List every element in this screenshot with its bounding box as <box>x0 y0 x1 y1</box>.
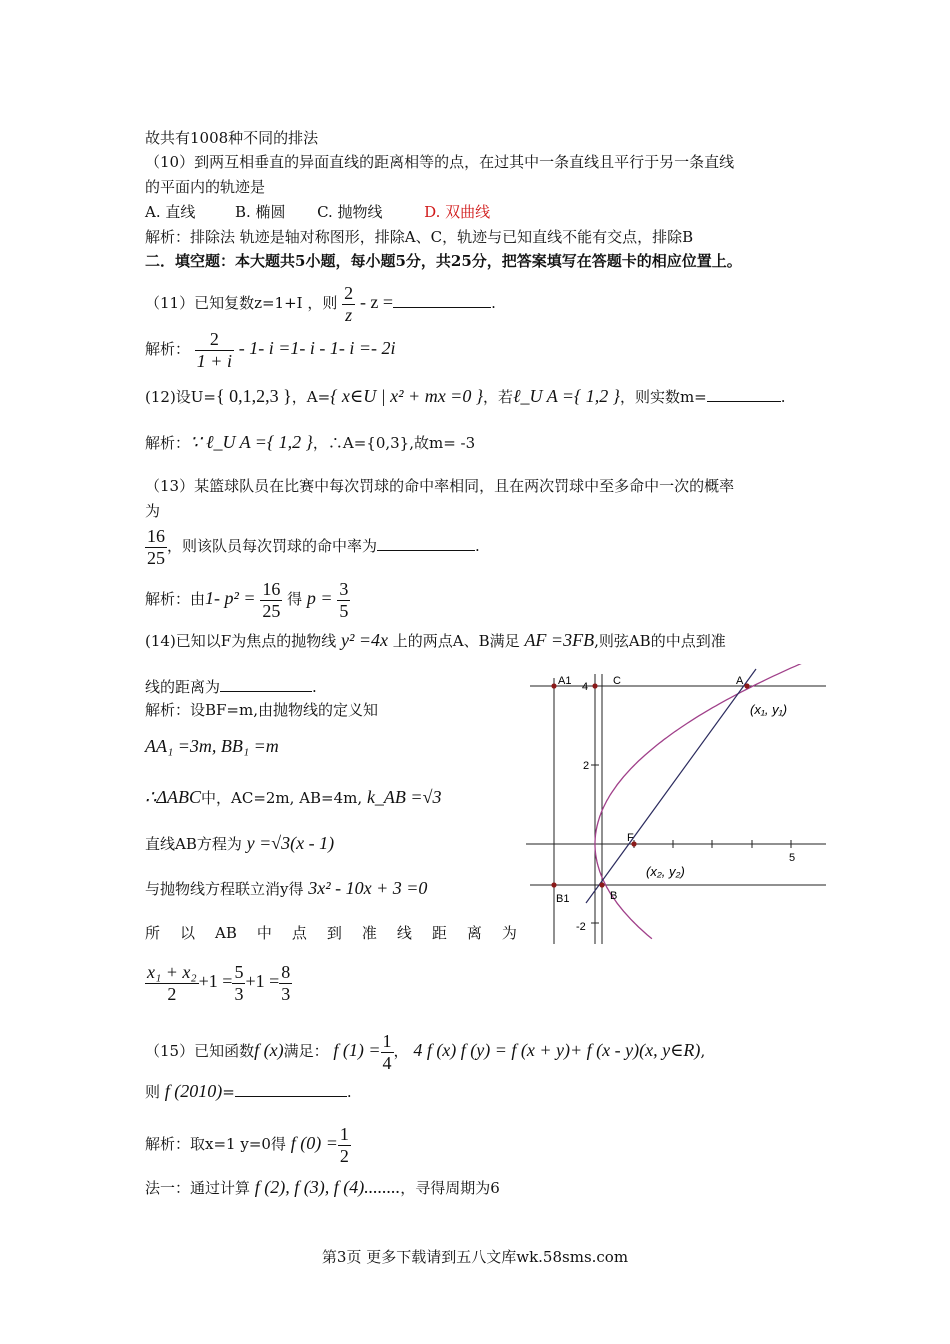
question-11: （11）已知复数z=1+I ，则 $\frac{2}{z}$ - z = . <box>145 282 496 325</box>
solution-13: 解析：由1- p² = $\frac{16}{25}$ 得 p = $\frac{3}{5}$ <box>145 578 349 621</box>
solution-14-line4: 直线AB方程为 y =√3(x - 1) <box>145 833 335 853</box>
question-13: （13）某篮球队员在比赛中每次罚球的命中率相同，且在两次罚球中至多命中一次的概率 <box>145 477 735 495</box>
option-c: C. 抛物线 <box>317 203 383 221</box>
point-c <box>592 683 597 688</box>
point-b1 <box>551 882 556 887</box>
label-a1: A1 <box>558 675 572 687</box>
fraction: $\frac{16}{25}$ <box>147 525 165 568</box>
question-13-end: $\frac{16}{25}$ ，则该队员每次罚球的命中率为 . <box>147 525 480 568</box>
label-b: B <box>610 890 618 902</box>
solution-10: 解析：排除法 轨迹是轴对称图形，排除A、C，轨迹与已知直线不能有交点，排除B <box>145 228 694 246</box>
question-15-cont: 则 f (2010)= . <box>145 1081 352 1101</box>
parabola-figure <box>526 664 826 944</box>
label-a: A <box>736 675 744 687</box>
solution-14-line7: $\frac{\text{x₁ + x₂}}{2}$ +1 = $\frac{5}{3}$ +1 = $\frac{8}{3}$ <box>147 961 291 1004</box>
question-14-cont: 线的距离为 . <box>145 678 317 696</box>
label-c: C <box>613 675 621 687</box>
spread-word: 距 <box>431 924 447 942</box>
solution-15-line2: 法一：通过计算 f (2), f (3), f (4)........，寻得周期为6 <box>145 1177 500 1197</box>
point-a1 <box>551 683 556 688</box>
fraction: $\frac{1}{2}$ <box>339 1123 349 1166</box>
fraction: $\frac{2}{z}$ <box>344 282 354 325</box>
tick-4: 4 <box>582 681 589 693</box>
question-14: (14)已知以F为焦点的抛物线 y² =4x 上的两点A、B满足 AF =3FB,则弦AB的中点到准 <box>145 630 726 650</box>
fraction: $\frac{8}{3}$ <box>281 961 291 1004</box>
label-point-a: (x₁, y₁) <box>750 702 788 717</box>
fraction: $\frac{2}{1 + i}$ <box>196 328 232 371</box>
solution-14-line6 <box>145 923 517 943</box>
spread-word: 为 <box>501 924 517 942</box>
spread-word: 准 <box>361 924 377 942</box>
tick-5: 5 <box>789 852 796 864</box>
spread-word: 线 <box>396 924 412 942</box>
fraction: $\frac{16}{25}$ <box>262 578 281 621</box>
solution-12: 解析：∵ ℓ_U A ={ 1,2 }，∴A={0,3},故m= -3 <box>145 432 476 452</box>
solution-14-line1: 解析：设BF=m,由抛物线的定义知 <box>145 701 378 719</box>
question-12: (12)设U={ 0,1,2,3 }，A={ x∈U | x² + mx =0 }，若ℓ_U A ={ 1,2 }，则实数m= . <box>145 386 786 406</box>
question-13-cont: 为 <box>145 502 161 520</box>
text-line: 故共有1008种不同的排法 <box>145 129 319 147</box>
tick-neg2: -2 <box>576 921 586 933</box>
question-15: （15）已知函数f (x)满足： f (1) = $\frac{1}{4}$ ， 4 f (x) f (y) = f (x + y)+ f (x - y)(x, y∈R), <box>145 1030 706 1073</box>
fraction: $\frac{\text{x₁ + x₂}}{2}$ <box>147 961 197 1004</box>
solution-14-line2: AA₁ =3m, BB₁ =m <box>145 736 279 756</box>
solution-14-line3: ∴ΔABC中，AC=2m, AB=4m, k_AB =√3 <box>145 787 442 807</box>
label-b1: B1 <box>556 893 570 905</box>
tick-2: 2 <box>583 760 590 772</box>
label-f: F <box>627 832 634 844</box>
question-10: （10）到两互相垂直的异面直线的距离相等的点，在过其中一条直线且平行于另一条直线 <box>145 153 735 171</box>
spread-word: AB <box>215 924 237 942</box>
solution-11: 解析： $\frac{2}{1 + i}$ - 1- i =1- i - 1- i =- 2i <box>145 328 396 371</box>
spread-word: 中 <box>256 924 272 942</box>
question-10-options <box>145 202 490 222</box>
solution-14-line5: 与抛物线方程联立消y得 3x² - 10x + 3 =0 <box>145 878 428 898</box>
spread-word: 点 <box>291 924 307 942</box>
point-b <box>599 882 604 887</box>
option-d-answer: D. 双曲线 <box>424 203 491 221</box>
spread-word: 离 <box>466 924 482 942</box>
fraction: $\frac{1}{4}$ <box>382 1030 392 1073</box>
spread-word: 所 <box>145 924 161 942</box>
solution-15-line1: 解析：取x=1 y=0得 f (0) = $\frac{1}{2}$ <box>145 1123 349 1166</box>
section-heading: 二．填空题：本大题共5小题，每小题5分，共25分，把答案填写在答题卡的相应位置上。 <box>145 252 742 270</box>
spread-word: 到 <box>326 924 342 942</box>
spread-word: 以 <box>180 924 196 942</box>
option-b: B. 椭圆 <box>234 203 286 221</box>
option-a: A. 直线 <box>145 203 196 221</box>
point-a <box>744 683 749 688</box>
page-footer: 第3页 更多下载请到五八文库wk.58sms.com <box>321 1248 629 1266</box>
label-point-b: (x₂, y₂) <box>646 864 685 879</box>
fraction: $\frac{3}{5}$ <box>339 578 349 621</box>
question-10-cont: 的平面内的轨迹是 <box>145 178 266 196</box>
fraction: $\frac{5}{3}$ <box>234 961 244 1004</box>
